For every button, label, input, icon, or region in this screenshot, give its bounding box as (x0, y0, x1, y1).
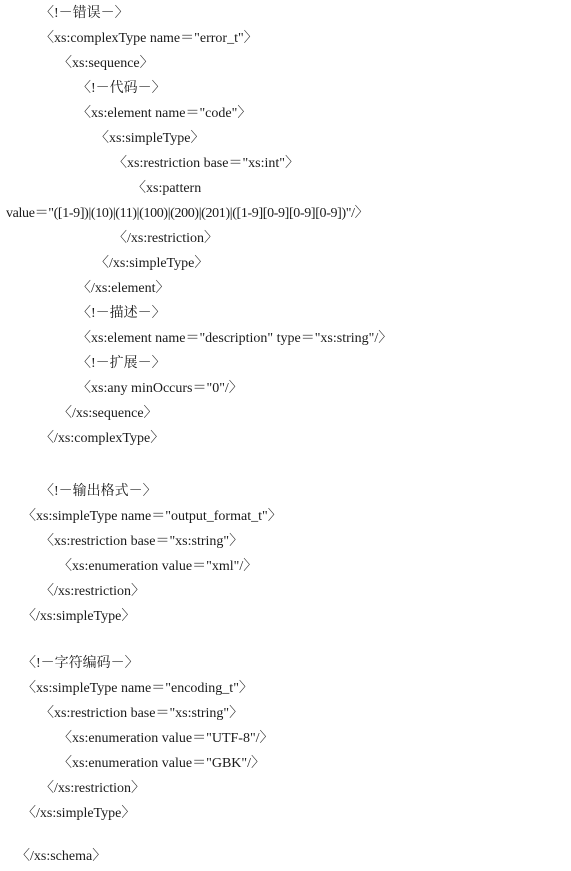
code-line: 〈!－错误－〉 (40, 6, 129, 21)
code-line: 〈!－代码－〉 (77, 81, 166, 96)
code-line: 〈/xs:simpleType〉 (95, 256, 209, 271)
code-line: 〈xs:restriction base＝"xs:int"〉 (113, 156, 300, 171)
code-line: 〈xs:element name＝"description" type＝"xs:string"/〉 (77, 331, 393, 346)
code-line: value＝"([1-9])|(10)|(11)|(100)|(200)|(201)|([1-9][0-9][0-9][0-9])"/〉 (6, 206, 369, 221)
code-line: 〈/xs:complexType〉 (40, 431, 165, 446)
code-line: 〈xs:simpleType name＝"encoding_t"〉 (22, 681, 253, 696)
code-line: 〈!－输出格式－〉 (40, 484, 157, 499)
code-line: 〈!－字符编码－〉 (22, 656, 139, 671)
code-line: 〈xs:complexType name＝"error_t"〉 (40, 31, 258, 46)
code-line: 〈/xs:element〉 (77, 281, 170, 296)
code-line: 〈/xs:restriction〉 (40, 584, 145, 599)
code-line: 〈xs:element name＝"code"〉 (77, 106, 252, 121)
code-line: 〈/xs:sequence〉 (58, 406, 158, 421)
code-line: 〈xs:sequence〉 (58, 56, 154, 71)
code-line: 〈xs:restriction base＝"xs:string"〉 (40, 706, 244, 721)
code-line: 〈xs:enumeration value＝"UTF-8"/〉 (58, 731, 274, 746)
code-line: 〈/xs:schema〉 (16, 849, 107, 864)
code-line: 〈xs:simpleType〉 (95, 131, 205, 146)
code-line: 〈xs:pattern (132, 181, 202, 196)
code-line: 〈xs:enumeration value＝"GBK"/〉 (58, 756, 266, 771)
code-line: 〈/xs:simpleType〉 (22, 609, 136, 624)
code-line: 〈xs:simpleType name＝"output_format_t"〉 (22, 509, 282, 524)
code-line: 〈xs:any minOccurs＝"0"/〉 (77, 381, 243, 396)
code-line: 〈!－扩展－〉 (77, 356, 166, 371)
code-line: 〈/xs:restriction〉 (113, 231, 218, 246)
code-line: 〈/xs:restriction〉 (40, 781, 145, 796)
code-line: 〈xs:restriction base＝"xs:string"〉 (40, 534, 244, 549)
code-line: 〈xs:enumeration value＝"xml"/〉 (58, 559, 258, 574)
code-line: 〈!－描述－〉 (77, 306, 166, 321)
code-line: 〈/xs:simpleType〉 (22, 806, 136, 821)
